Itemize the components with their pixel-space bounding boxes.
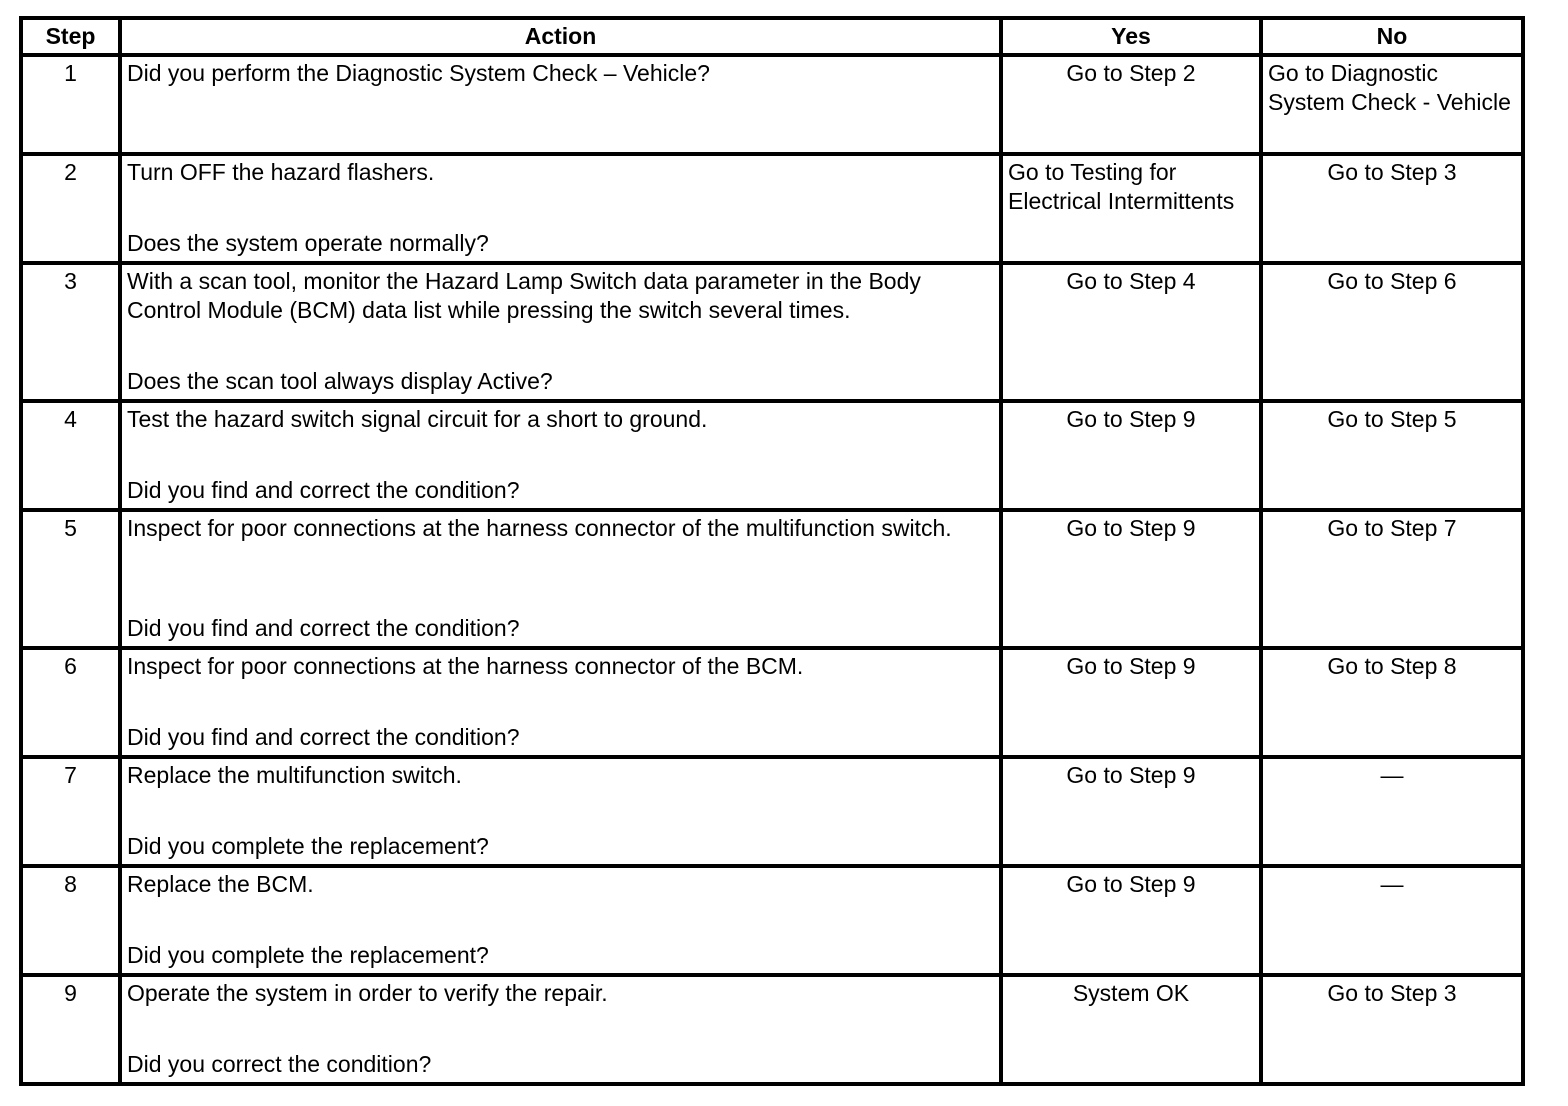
step-number: 6 (21, 648, 120, 757)
action-text: Operate the system in order to verify the repair. (127, 980, 608, 1006)
action-text: Turn OFF the hazard flashers. (127, 159, 435, 185)
table-row (21, 263, 1523, 401)
step-number: 5 (21, 510, 120, 648)
yes-cell: Go to Step 4 (1001, 263, 1261, 401)
yes-cell: Go to Testing for Electrical Intermittents (1001, 154, 1261, 263)
no-cell: Go to Step 8 (1261, 648, 1523, 757)
no-cell: — (1261, 866, 1523, 975)
action-cell (120, 154, 1001, 263)
table-row (21, 975, 1523, 1084)
action-text: Did you perform the Diagnostic System Check – Vehicle? (127, 60, 710, 86)
table-row (21, 757, 1523, 866)
header-no: No (1261, 18, 1523, 55)
action-question: Did you find and correct the condition? (127, 615, 520, 641)
action-question: Does the scan tool always display Active? (127, 368, 553, 394)
header-row (21, 18, 1523, 55)
yes-cell: System OK (1001, 975, 1261, 1084)
action-question: Did you find and correct the condition? (127, 477, 520, 503)
yes-cell: Go to Step 9 (1001, 401, 1261, 510)
yes-cell: Go to Step 9 (1001, 757, 1261, 866)
step-number: 4 (21, 401, 120, 510)
action-text: Inspect for poor connections at the harness connector of the multifunction switch. (127, 515, 952, 541)
step-number: 7 (21, 757, 120, 866)
action-question: Does the system operate normally? (127, 230, 489, 256)
action-question: Did you complete the replacement? (127, 942, 489, 968)
action-cell (120, 401, 1001, 510)
action-cell (120, 263, 1001, 401)
no-cell: Go to Step 7 (1261, 510, 1523, 648)
yes-cell: Go to Step 9 (1001, 866, 1261, 975)
yes-cell: Go to Step 9 (1001, 510, 1261, 648)
action-cell (120, 866, 1001, 975)
action-text: With a scan tool, monitor the Hazard Lamp Switch data parameter in the Body Control Module (BCM) data list while pressing the switch several times. (127, 268, 921, 323)
action-question: Did you find and correct the condition? (127, 724, 520, 750)
table-row (21, 401, 1523, 510)
action-text: Inspect for poor connections at the harness connector of the BCM. (127, 653, 804, 679)
action-cell (120, 648, 1001, 757)
step-number: 2 (21, 154, 120, 263)
step-number: 9 (21, 975, 120, 1084)
step-number: 3 (21, 263, 120, 401)
no-cell: Go to Step 6 (1261, 263, 1523, 401)
no-cell: Go to Step 5 (1261, 401, 1523, 510)
header-action: Action (120, 18, 1001, 55)
table-row (21, 866, 1523, 975)
action-cell (120, 757, 1001, 866)
no-cell: Go to Step 3 (1261, 975, 1523, 1084)
no-cell: — (1261, 757, 1523, 866)
action-question: Did you complete the replacement? (127, 833, 489, 859)
action-cell (120, 975, 1001, 1084)
table-row (21, 648, 1523, 757)
action-text: Test the hazard switch signal circuit for a short to ground. (127, 406, 708, 432)
table-row (21, 510, 1523, 648)
table-row (21, 154, 1523, 263)
action-text: Replace the multifunction switch. (127, 762, 462, 788)
header-yes: Yes (1001, 18, 1261, 55)
yes-cell: Go to Step 9 (1001, 648, 1261, 757)
no-cell: Go to Diagnostic System Check - Vehicle (1261, 55, 1523, 154)
action-text: Replace the BCM. (127, 871, 314, 897)
action-question: Did you correct the condition? (127, 1051, 432, 1077)
diagnostic-table (19, 16, 1525, 1086)
step-number: 1 (21, 55, 120, 154)
action-cell (120, 510, 1001, 648)
header-step: Step (21, 18, 120, 55)
table-row (21, 55, 1523, 154)
step-number: 8 (21, 866, 120, 975)
yes-cell: Go to Step 2 (1001, 55, 1261, 154)
no-cell: Go to Step 3 (1261, 154, 1523, 263)
action-cell (120, 55, 1001, 154)
